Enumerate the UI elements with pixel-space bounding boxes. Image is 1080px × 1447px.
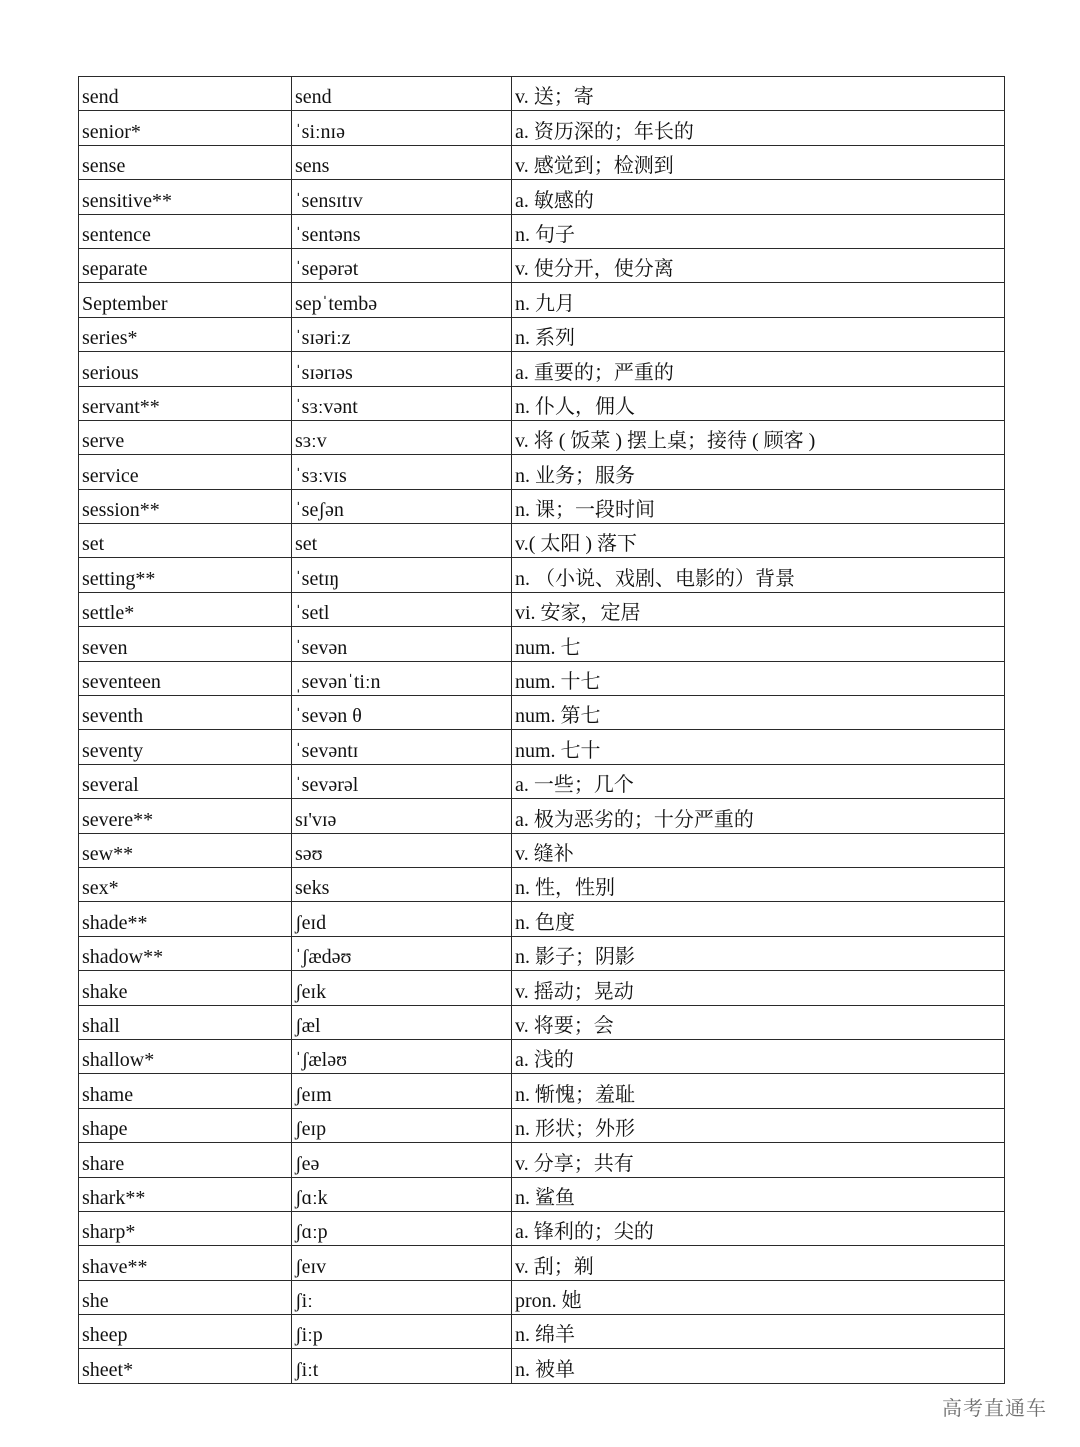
table-row	[79, 1039, 1005, 1073]
table-row	[79, 1246, 1005, 1280]
table-row	[79, 833, 1005, 867]
table-row	[79, 1005, 1005, 1039]
table-row	[79, 1280, 1005, 1314]
meaning-cell: n. 课；一段时间	[512, 489, 1005, 523]
meaning-cell: a. 一些；几个	[512, 764, 1005, 798]
word-cell: September	[79, 283, 292, 317]
phonetic-cell: seks	[292, 867, 512, 901]
word-cell: seventy	[79, 730, 292, 764]
phonetic-cell: ˈsentəns	[292, 214, 512, 248]
meaning-cell: pron. 她	[512, 1280, 1005, 1314]
word-cell: send	[79, 77, 292, 111]
phonetic-cell: ʃɑːk	[292, 1177, 512, 1211]
word-cell: seventh	[79, 696, 292, 730]
word-cell: shark**	[79, 1177, 292, 1211]
meaning-cell: vi. 安家，定居	[512, 592, 1005, 626]
table-row	[79, 180, 1005, 214]
meaning-cell: n. 绵羊	[512, 1315, 1005, 1349]
word-cell: sheet*	[79, 1349, 292, 1383]
table-row	[79, 558, 1005, 592]
table-row	[79, 420, 1005, 454]
phonetic-cell: sɜːv	[292, 420, 512, 454]
phonetic-cell: ˈsensɪtɪv	[292, 180, 512, 214]
meaning-cell: v. 刮；剃	[512, 1246, 1005, 1280]
table-row	[79, 902, 1005, 936]
phonetic-cell: ˈʃædəʊ	[292, 936, 512, 970]
phonetic-cell: ˈseʃən	[292, 489, 512, 523]
table-row	[79, 592, 1005, 626]
word-cell: series*	[79, 317, 292, 351]
table-row	[79, 214, 1005, 248]
watermark-text: 高考直通车	[942, 1396, 1047, 1420]
word-cell: sharp*	[79, 1211, 292, 1245]
meaning-cell: num. 七十	[512, 730, 1005, 764]
table-row	[79, 1349, 1005, 1383]
meaning-cell: v. 摇动；晃动	[512, 971, 1005, 1005]
word-cell: sensitive**	[79, 180, 292, 214]
phonetic-cell: ˈsɜːvɪs	[292, 455, 512, 489]
meaning-cell: n. 鲨鱼	[512, 1177, 1005, 1211]
phonetic-cell: ʃæl	[292, 1005, 512, 1039]
meaning-cell: v.( 太阳 ) 落下	[512, 524, 1005, 558]
table-row	[79, 764, 1005, 798]
meaning-cell: v. 分享；共有	[512, 1143, 1005, 1177]
word-cell: seven	[79, 627, 292, 661]
meaning-cell: a. 浅的	[512, 1039, 1005, 1073]
word-cell: shake	[79, 971, 292, 1005]
word-cell: senior*	[79, 111, 292, 145]
meaning-cell: a. 敏感的	[512, 180, 1005, 214]
word-cell: she	[79, 1280, 292, 1314]
word-cell: serve	[79, 420, 292, 454]
phonetic-cell: ʃeɪd	[292, 902, 512, 936]
word-cell: servant**	[79, 386, 292, 420]
meaning-cell: a. 锋利的；尖的	[512, 1211, 1005, 1245]
meaning-cell: a. 极为恶劣的；十分严重的	[512, 799, 1005, 833]
phonetic-cell: ˈsɪərɪəs	[292, 352, 512, 386]
vocabulary-table	[78, 76, 1005, 1384]
phonetic-cell: ʃeə	[292, 1143, 512, 1177]
phonetic-cell: ˈsevərəl	[292, 764, 512, 798]
word-cell: shallow*	[79, 1039, 292, 1073]
meaning-cell: a. 资历深的；年长的	[512, 111, 1005, 145]
word-cell: session**	[79, 489, 292, 523]
meaning-cell: n. 惭愧；羞耻	[512, 1074, 1005, 1108]
word-cell: several	[79, 764, 292, 798]
word-cell: serious	[79, 352, 292, 386]
phonetic-cell: ˈsetl	[292, 592, 512, 626]
table-row	[79, 971, 1005, 1005]
phonetic-cell: send	[292, 77, 512, 111]
table-row	[79, 455, 1005, 489]
meaning-cell: n. 影子；阴影	[512, 936, 1005, 970]
table-row	[79, 352, 1005, 386]
table-row	[79, 867, 1005, 901]
meaning-cell: v. 送；寄	[512, 77, 1005, 111]
meaning-cell: n. 九月	[512, 283, 1005, 317]
meaning-cell: n. 系列	[512, 317, 1005, 351]
meaning-cell: num. 第七	[512, 696, 1005, 730]
phonetic-cell: ʃeɪm	[292, 1074, 512, 1108]
phonetic-cell: ʃiː	[292, 1280, 512, 1314]
table-row	[79, 77, 1005, 111]
phonetic-cell: ʃeɪp	[292, 1108, 512, 1142]
phonetic-cell: səʊ	[292, 833, 512, 867]
word-cell: shape	[79, 1108, 292, 1142]
meaning-cell: v. 感觉到；检测到	[512, 145, 1005, 179]
word-cell: share	[79, 1143, 292, 1177]
phonetic-cell: ʃiːp	[292, 1315, 512, 1349]
word-cell: sentence	[79, 214, 292, 248]
meaning-cell: n. （小说、戏剧、电影的）背景	[512, 558, 1005, 592]
phonetic-cell: ˈsevəntɪ	[292, 730, 512, 764]
word-cell: shame	[79, 1074, 292, 1108]
phonetic-cell: ˈsevən θ	[292, 696, 512, 730]
meaning-cell: num. 十七	[512, 661, 1005, 695]
word-cell: setting**	[79, 558, 292, 592]
meaning-cell: a. 重要的；严重的	[512, 352, 1005, 386]
table-row	[79, 283, 1005, 317]
vocabulary-table-body	[79, 77, 1005, 1384]
phonetic-cell: sens	[292, 145, 512, 179]
meaning-cell: num. 七	[512, 627, 1005, 661]
table-row	[79, 386, 1005, 420]
table-row	[79, 627, 1005, 661]
phonetic-cell: ˈʃæləʊ	[292, 1039, 512, 1073]
word-cell: set	[79, 524, 292, 558]
meaning-cell: v. 将 ( 饭菜 ) 摆上桌；接待 ( 顾客 )	[512, 420, 1005, 454]
table-row	[79, 936, 1005, 970]
table-row	[79, 1211, 1005, 1245]
word-cell: seventeen	[79, 661, 292, 695]
table-row	[79, 489, 1005, 523]
table-row	[79, 799, 1005, 833]
meaning-cell: n. 业务；服务	[512, 455, 1005, 489]
word-cell: shade**	[79, 902, 292, 936]
phonetic-cell: ˈsetɪŋ	[292, 558, 512, 592]
phonetic-cell: ˈsɪəriːz	[292, 317, 512, 351]
phonetic-cell: ʃɑːp	[292, 1211, 512, 1245]
table-row	[79, 1074, 1005, 1108]
phonetic-cell: ʃeɪv	[292, 1246, 512, 1280]
table-row	[79, 696, 1005, 730]
phonetic-cell: ˈsɜːvənt	[292, 386, 512, 420]
table-row	[79, 111, 1005, 145]
meaning-cell: n. 色度	[512, 902, 1005, 936]
word-cell: sense	[79, 145, 292, 179]
word-cell: sex*	[79, 867, 292, 901]
meaning-cell: n. 仆人，佣人	[512, 386, 1005, 420]
word-cell: settle*	[79, 592, 292, 626]
phonetic-cell: ˈsevən	[292, 627, 512, 661]
table-row	[79, 1108, 1005, 1142]
word-cell: severe**	[79, 799, 292, 833]
phonetic-cell: ʃeɪk	[292, 971, 512, 1005]
table-row	[79, 730, 1005, 764]
word-cell: sheep	[79, 1315, 292, 1349]
word-cell: shave**	[79, 1246, 292, 1280]
meaning-cell: v. 缝补	[512, 833, 1005, 867]
meaning-cell: v. 使分开，使分离	[512, 248, 1005, 282]
word-cell: service	[79, 455, 292, 489]
table-row	[79, 317, 1005, 351]
table-row	[79, 661, 1005, 695]
table-row	[79, 1315, 1005, 1349]
phonetic-cell: ʃiːt	[292, 1349, 512, 1383]
phonetic-cell: sepˈtembə	[292, 283, 512, 317]
meaning-cell: n. 形状；外形	[512, 1108, 1005, 1142]
phonetic-cell: ˌsevənˈtiːn	[292, 661, 512, 695]
phonetic-cell: sɪ'vɪə	[292, 799, 512, 833]
table-row	[79, 1177, 1005, 1211]
phonetic-cell: set	[292, 524, 512, 558]
word-cell: separate	[79, 248, 292, 282]
word-cell: shadow**	[79, 936, 292, 970]
word-cell: shall	[79, 1005, 292, 1039]
table-row	[79, 524, 1005, 558]
meaning-cell: n. 被单	[512, 1349, 1005, 1383]
meaning-cell: n. 句子	[512, 214, 1005, 248]
meaning-cell: n. 性，性别	[512, 867, 1005, 901]
meaning-cell: v. 将要；会	[512, 1005, 1005, 1039]
table-row	[79, 1143, 1005, 1177]
table-row	[79, 145, 1005, 179]
word-cell: sew**	[79, 833, 292, 867]
phonetic-cell: ˈsiːnɪə	[292, 111, 512, 145]
phonetic-cell: ˈsepərət	[292, 248, 512, 282]
table-row	[79, 248, 1005, 282]
